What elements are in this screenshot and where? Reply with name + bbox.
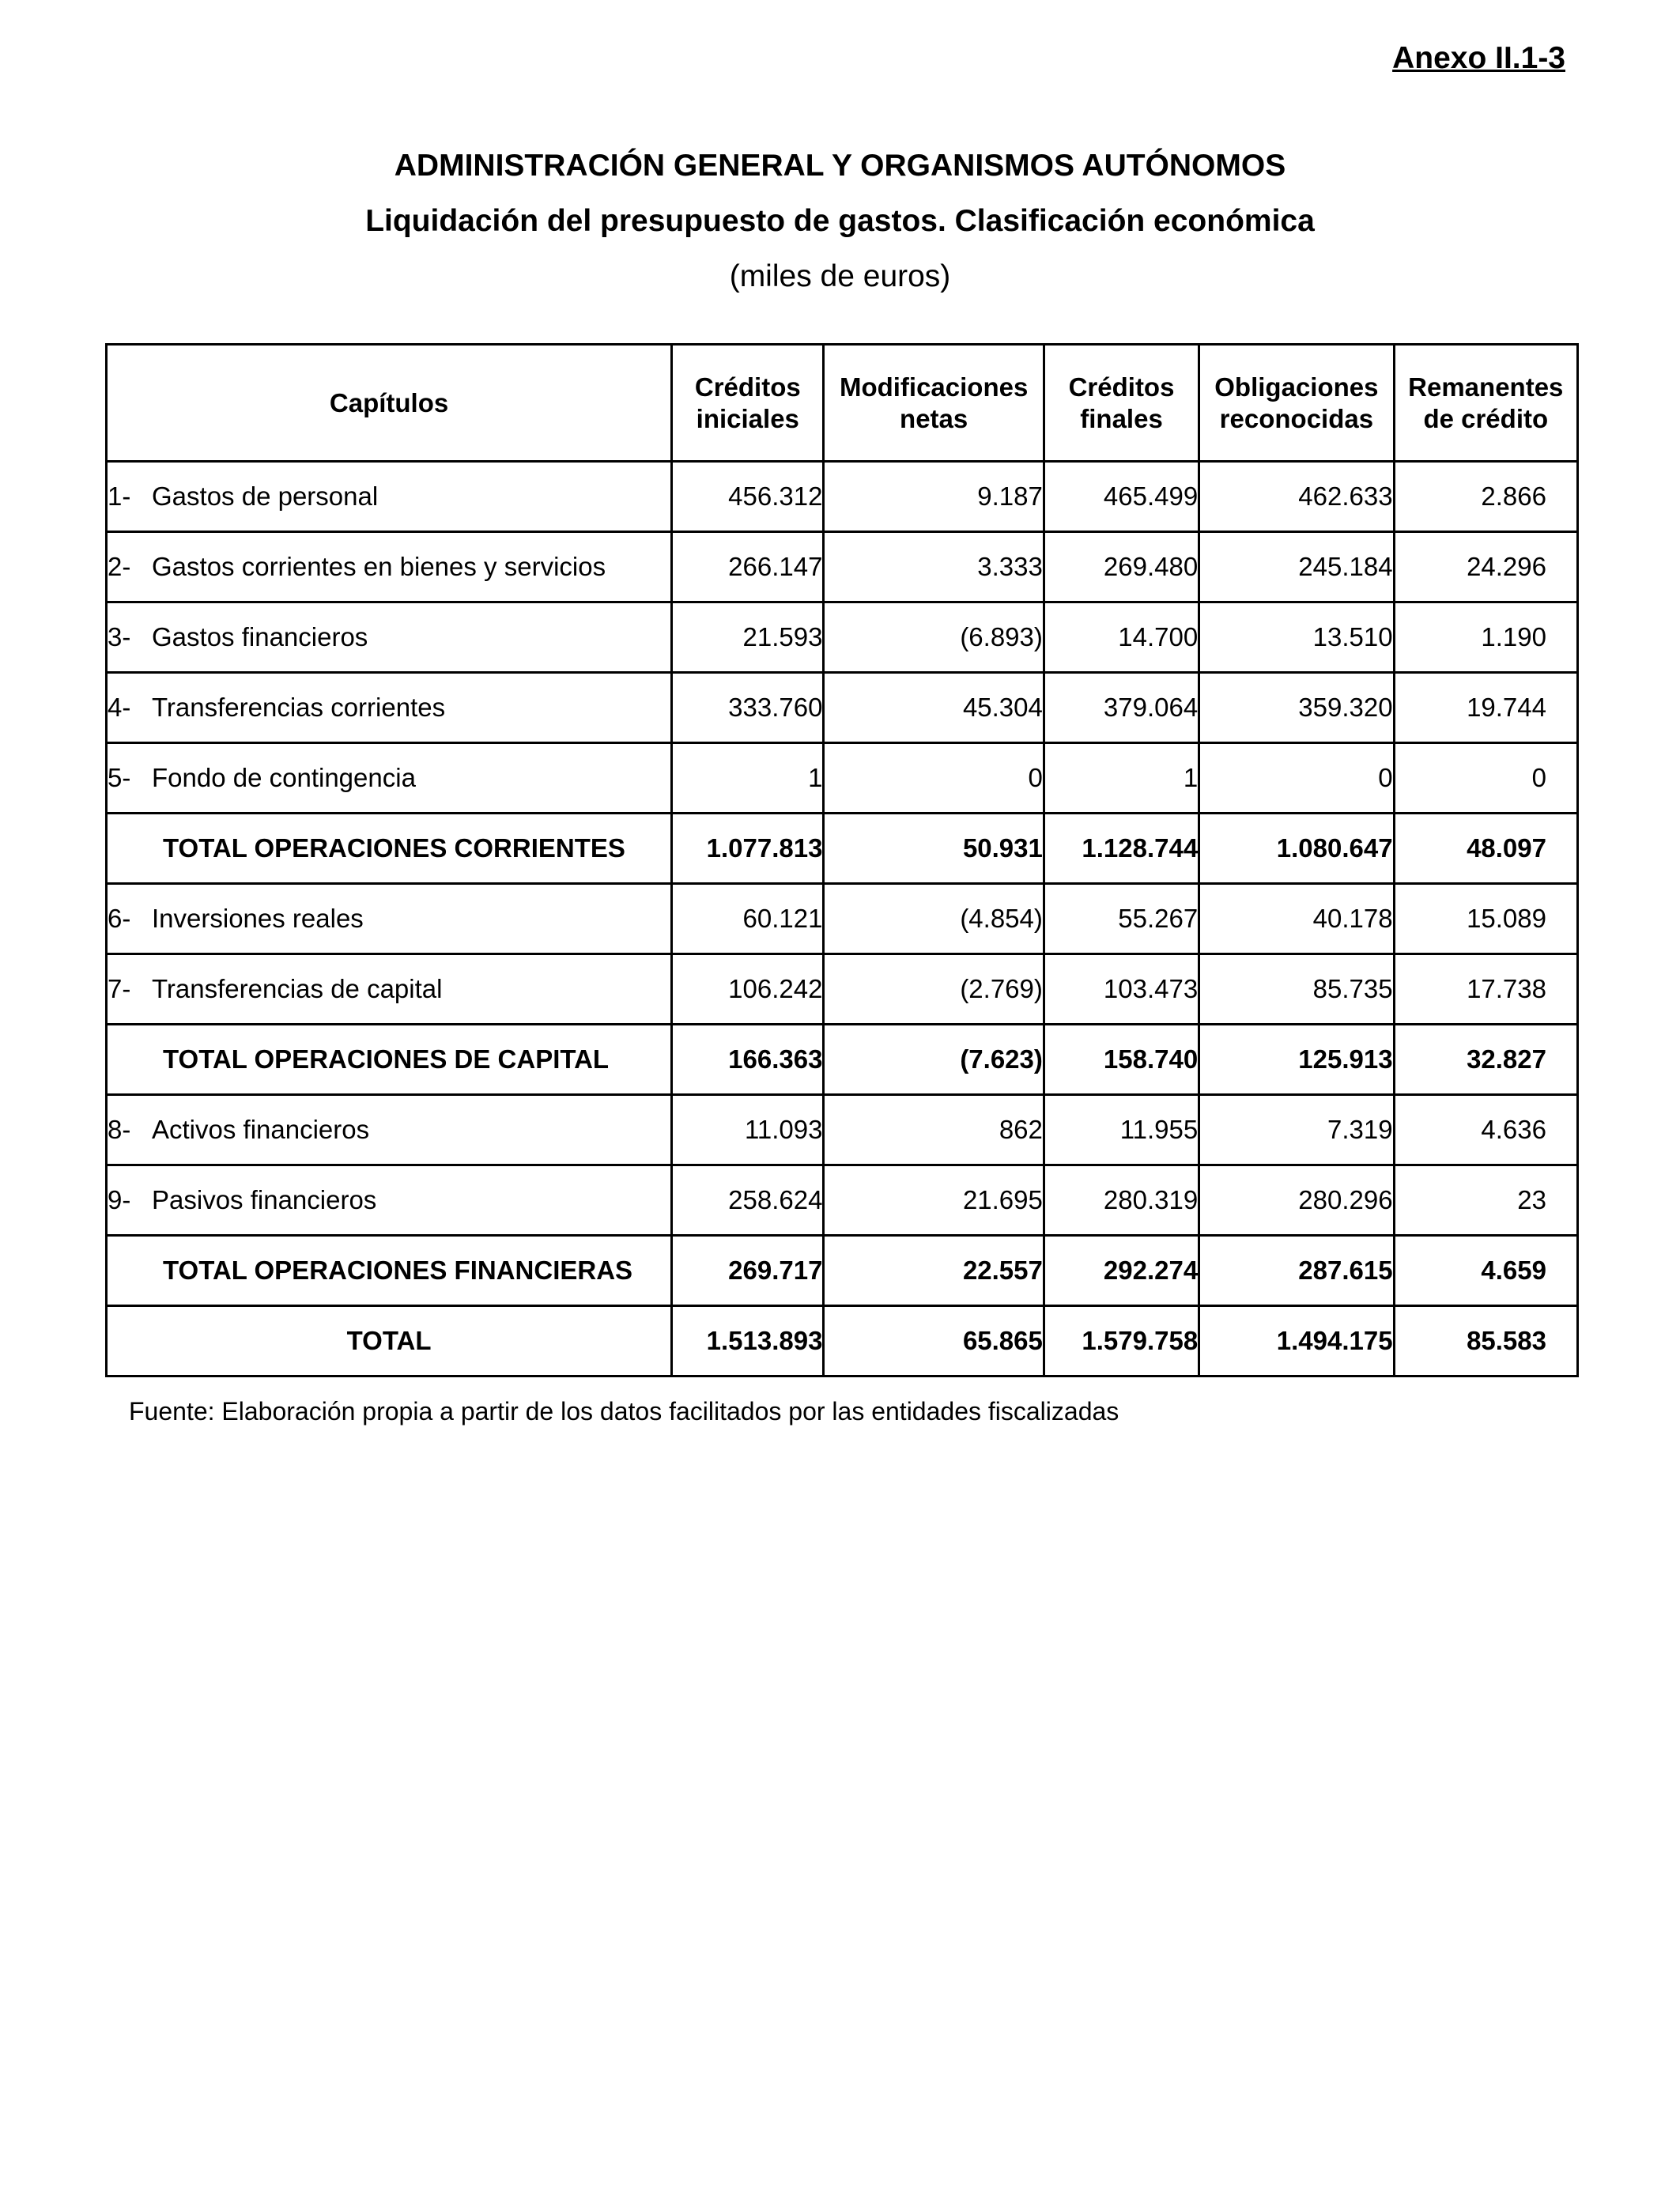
obligaciones-reconocidas-cell: 125.913 bbox=[1199, 1025, 1394, 1095]
modificaciones-netas-cell: 0 bbox=[824, 743, 1044, 814]
header-line: Obligaciones bbox=[1214, 372, 1379, 402]
creditos-iniciales-cell: 106.242 bbox=[672, 954, 824, 1025]
header-line: Remanentes bbox=[1408, 372, 1564, 402]
chapter-label: Gastos corrientes en bienes y servicios bbox=[152, 552, 606, 581]
modificaciones-netas-cell: 22.557 bbox=[824, 1236, 1044, 1306]
creditos-iniciales-cell: 21.593 bbox=[672, 602, 824, 673]
creditos-iniciales-cell: 60.121 bbox=[672, 884, 824, 954]
modificaciones-netas-cell: (4.854) bbox=[824, 884, 1044, 954]
obligaciones-reconocidas-cell: 280.296 bbox=[1199, 1165, 1394, 1236]
total-label: TOTAL OPERACIONES DE CAPITAL bbox=[107, 1025, 672, 1095]
units-note: (miles de euros) bbox=[729, 259, 951, 293]
chapter-label: Fondo de contingencia bbox=[152, 763, 416, 792]
creditos-iniciales-cell: 11.093 bbox=[672, 1095, 824, 1165]
creditos-iniciales-cell: 258.624 bbox=[672, 1165, 824, 1236]
budget-table bbox=[105, 343, 1579, 1377]
remanentes-credito-cell: 0 bbox=[1394, 743, 1577, 814]
modificaciones-netas-cell: 862 bbox=[824, 1095, 1044, 1165]
header-modificaciones-netas bbox=[824, 345, 1044, 462]
chapter-cell bbox=[107, 1095, 672, 1165]
table-row bbox=[107, 884, 1578, 954]
source-note: Fuente: Elaboración propia a partir de los datos facilitados por las entidades fiscalizadas bbox=[129, 1397, 1119, 1426]
chapter-cell bbox=[107, 954, 672, 1025]
modificaciones-netas-cell: 50.931 bbox=[824, 814, 1044, 884]
creditos-iniciales-cell: 166.363 bbox=[672, 1025, 824, 1095]
chapter-cell bbox=[107, 1165, 672, 1236]
modificaciones-netas-cell: 65.865 bbox=[824, 1306, 1044, 1376]
header-remanentes-credito bbox=[1394, 345, 1577, 462]
chapter-number: 9- bbox=[108, 1185, 131, 1214]
remanentes-credito-cell: 32.827 bbox=[1394, 1025, 1577, 1095]
total-row-financieras bbox=[107, 1236, 1578, 1306]
header-line: iniciales bbox=[696, 403, 799, 433]
remanentes-credito-cell: 19.744 bbox=[1394, 673, 1577, 743]
annex-label: Anexo II.1-3 bbox=[1392, 41, 1565, 75]
obligaciones-reconocidas-cell: 40.178 bbox=[1199, 884, 1394, 954]
modificaciones-netas-cell: 3.333 bbox=[824, 532, 1044, 602]
obligaciones-reconocidas-cell: 1.080.647 bbox=[1199, 814, 1394, 884]
document-title: ADMINISTRACIÓN GENERAL Y ORGANISMOS AUTÓNOMOS bbox=[394, 149, 1286, 183]
chapter-cell bbox=[107, 884, 672, 954]
modificaciones-netas-cell: 9.187 bbox=[824, 462, 1044, 532]
creditos-finales-cell: 55.267 bbox=[1044, 884, 1199, 954]
creditos-finales-cell: 11.955 bbox=[1044, 1095, 1199, 1165]
header-capitulos-label: Capítulos bbox=[329, 387, 449, 417]
table-row bbox=[107, 1165, 1578, 1236]
creditos-finales-cell: 280.319 bbox=[1044, 1165, 1199, 1236]
remanentes-credito-cell: 24.296 bbox=[1394, 532, 1577, 602]
header-line: Créditos bbox=[1068, 372, 1175, 402]
table-row bbox=[107, 673, 1578, 743]
modificaciones-netas-cell: (6.893) bbox=[824, 602, 1044, 673]
chapter-cell bbox=[107, 462, 672, 532]
chapter-cell bbox=[107, 743, 672, 814]
remanentes-credito-cell: 85.583 bbox=[1394, 1306, 1577, 1376]
remanentes-credito-cell: 48.097 bbox=[1394, 814, 1577, 884]
table-row bbox=[107, 1095, 1578, 1165]
creditos-iniciales-cell: 1.077.813 bbox=[672, 814, 824, 884]
table-row bbox=[107, 954, 1578, 1025]
remanentes-credito-cell: 15.089 bbox=[1394, 884, 1577, 954]
chapter-number: 8- bbox=[108, 1115, 131, 1144]
modificaciones-netas-cell: 45.304 bbox=[824, 673, 1044, 743]
chapter-label: Gastos de personal bbox=[152, 481, 379, 511]
total-row-capital bbox=[107, 1025, 1578, 1095]
creditos-finales-cell: 292.274 bbox=[1044, 1236, 1199, 1306]
total-row-corrientes bbox=[107, 814, 1578, 884]
creditos-iniciales-cell: 456.312 bbox=[672, 462, 824, 532]
header-line: reconocidas bbox=[1219, 403, 1374, 433]
chapter-label: Transferencias corrientes bbox=[152, 693, 446, 722]
header-line: netas bbox=[900, 403, 968, 433]
header-creditos-finales bbox=[1044, 345, 1199, 462]
chapter-cell bbox=[107, 673, 672, 743]
modificaciones-netas-cell: 21.695 bbox=[824, 1165, 1044, 1236]
chapter-number: 6- bbox=[108, 904, 131, 933]
chapter-cell bbox=[107, 602, 672, 673]
chapter-label: Activos financieros bbox=[152, 1115, 370, 1144]
chapter-number: 7- bbox=[108, 974, 131, 1003]
header-line: finales bbox=[1080, 403, 1163, 433]
document-subtitle: Liquidación del presupuesto de gastos. Clasificación económica bbox=[365, 204, 1315, 238]
table-row bbox=[107, 462, 1578, 532]
header-line: Modificaciones bbox=[839, 372, 1029, 402]
obligaciones-reconocidas-cell: 1.494.175 bbox=[1199, 1306, 1394, 1376]
remanentes-credito-cell: 4.659 bbox=[1394, 1236, 1577, 1306]
creditos-finales-cell: 1.579.758 bbox=[1044, 1306, 1199, 1376]
chapter-label: Transferencias de capital bbox=[152, 974, 443, 1003]
creditos-iniciales-cell: 1 bbox=[672, 743, 824, 814]
obligaciones-reconocidas-cell: 462.633 bbox=[1199, 462, 1394, 532]
header-obligaciones-reconocidas bbox=[1199, 345, 1394, 462]
obligaciones-reconocidas-cell: 245.184 bbox=[1199, 532, 1394, 602]
chapter-label: Pasivos financieros bbox=[152, 1185, 377, 1214]
creditos-iniciales-cell: 1.513.893 bbox=[672, 1306, 824, 1376]
table-row bbox=[107, 532, 1578, 602]
modificaciones-netas-cell: (7.623) bbox=[824, 1025, 1044, 1095]
remanentes-credito-cell: 4.636 bbox=[1394, 1095, 1577, 1165]
total-label: TOTAL OPERACIONES FINANCIERAS bbox=[107, 1236, 672, 1306]
chapter-number: 3- bbox=[108, 622, 131, 651]
creditos-finales-cell: 1.128.744 bbox=[1044, 814, 1199, 884]
grand-total-row bbox=[107, 1306, 1578, 1376]
chapter-number: 2- bbox=[108, 552, 131, 581]
grand-total-label: TOTAL bbox=[107, 1306, 672, 1376]
header-capitulos bbox=[107, 345, 672, 462]
creditos-finales-cell: 158.740 bbox=[1044, 1025, 1199, 1095]
obligaciones-reconocidas-cell: 359.320 bbox=[1199, 673, 1394, 743]
modificaciones-netas-cell: (2.769) bbox=[824, 954, 1044, 1025]
chapter-number: 5- bbox=[108, 763, 131, 792]
remanentes-credito-cell: 2.866 bbox=[1394, 462, 1577, 532]
obligaciones-reconocidas-cell: 0 bbox=[1199, 743, 1394, 814]
obligaciones-reconocidas-cell: 287.615 bbox=[1199, 1236, 1394, 1306]
table-row bbox=[107, 743, 1578, 814]
creditos-iniciales-cell: 269.717 bbox=[672, 1236, 824, 1306]
chapter-label: Gastos financieros bbox=[152, 622, 368, 651]
creditos-iniciales-cell: 266.147 bbox=[672, 532, 824, 602]
obligaciones-reconocidas-cell: 85.735 bbox=[1199, 954, 1394, 1025]
obligaciones-reconocidas-cell: 13.510 bbox=[1199, 602, 1394, 673]
chapter-number: 1- bbox=[108, 481, 131, 511]
creditos-finales-cell: 14.700 bbox=[1044, 602, 1199, 673]
table-header-row bbox=[107, 345, 1578, 462]
header-line: Créditos bbox=[694, 372, 801, 402]
remanentes-credito-cell: 17.738 bbox=[1394, 954, 1577, 1025]
header-line: de crédito bbox=[1423, 403, 1549, 433]
chapter-number: 4- bbox=[108, 693, 131, 722]
remanentes-credito-cell: 23 bbox=[1394, 1165, 1577, 1236]
creditos-finales-cell: 379.064 bbox=[1044, 673, 1199, 743]
creditos-finales-cell: 103.473 bbox=[1044, 954, 1199, 1025]
creditos-finales-cell: 269.480 bbox=[1044, 532, 1199, 602]
obligaciones-reconocidas-cell: 7.319 bbox=[1199, 1095, 1394, 1165]
header-creditos-iniciales bbox=[672, 345, 824, 462]
chapter-cell bbox=[107, 532, 672, 602]
total-label: TOTAL OPERACIONES CORRIENTES bbox=[107, 814, 672, 884]
creditos-iniciales-cell: 333.760 bbox=[672, 673, 824, 743]
chapter-label: Inversiones reales bbox=[152, 904, 364, 933]
table-row bbox=[107, 602, 1578, 673]
creditos-finales-cell: 1 bbox=[1044, 743, 1199, 814]
creditos-finales-cell: 465.499 bbox=[1044, 462, 1199, 532]
remanentes-credito-cell: 1.190 bbox=[1394, 602, 1577, 673]
